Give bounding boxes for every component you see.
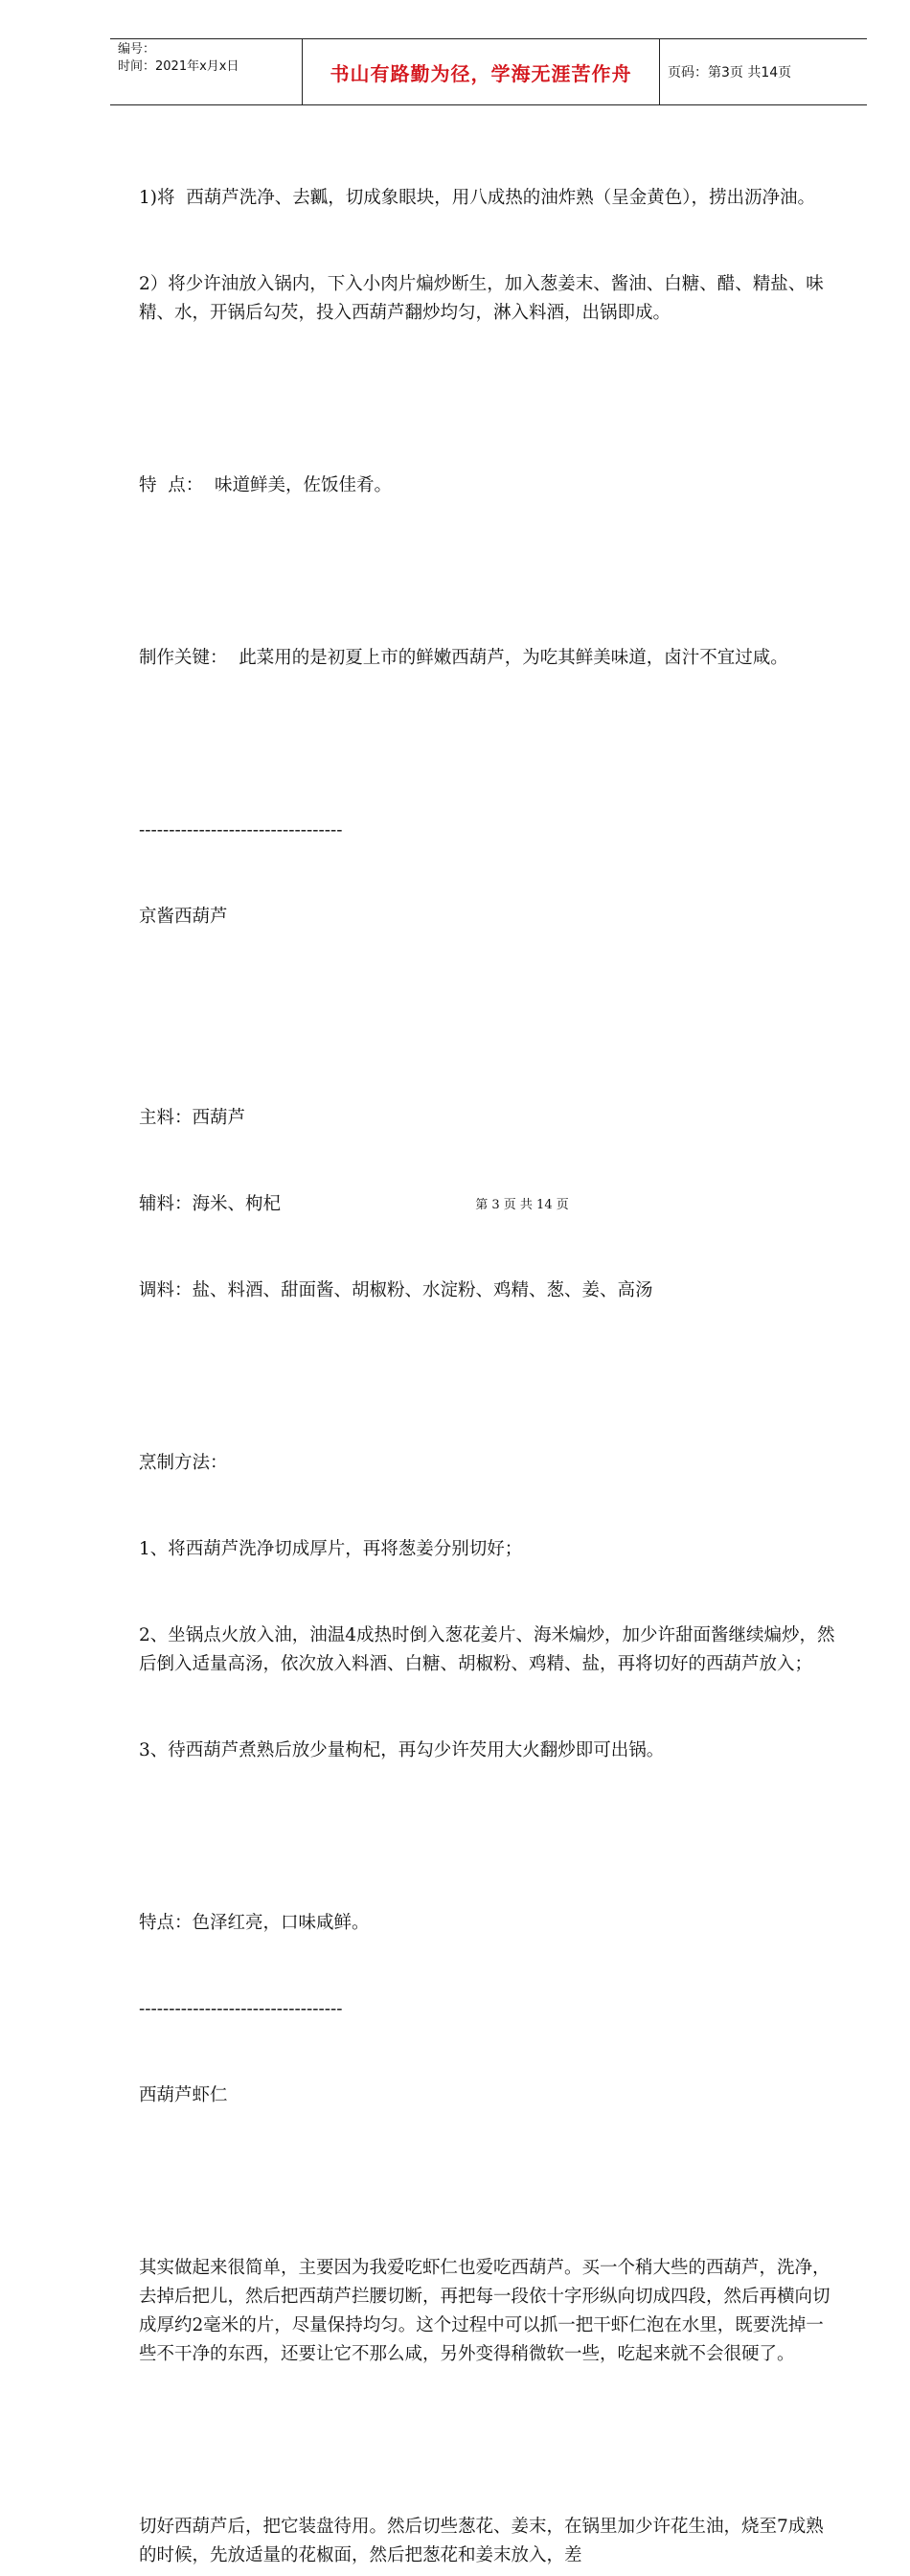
- header-number: 编号：: [118, 42, 156, 57]
- page-header: [110, 38, 867, 105]
- divider: ----------------------------------: [139, 1999, 343, 2019]
- header-page-info: 页码：第3页 共14页: [668, 65, 792, 80]
- paragraph: 1)将 西葫芦洗净、去瓤，切成象眼块，用八成热的油炸熟（呈金黄色），捞出沥净油。: [139, 188, 816, 208]
- step: 3、待西葫芦煮熟后放少量枸杞，再勾少许芡用大火翻炒即可出锅。: [139, 1740, 665, 1760]
- paragraph: 切好西葫芦后，把它装盘待用。然后切些葱花、姜末，在锅里加少许花生油，烧至7成熟的时候，先放适量的花椒面，然后把葱花和姜末放入，差: [139, 2517, 824, 2565]
- header-time: 时间：2021年x月x日: [118, 59, 239, 74]
- step: 1、将西葫芦洗净切成厚片，再将葱姜分别切好；: [139, 1539, 523, 1559]
- aux-ingredient: 辅料：海米、枸杞: [139, 1194, 282, 1214]
- seasoning: 调料：盐、料酒、甜面酱、胡椒粉、水淀粉、鸡精、葱、姜、高汤: [139, 1280, 653, 1300]
- paragraph: 制作关键： 此菜用的是初夏上市的鲜嫩西葫芦，为吃其鲜美味道，卤汁不宜过咸。: [139, 648, 788, 668]
- document-body: [139, 126, 838, 2576]
- divider: ----------------------------------: [139, 820, 343, 840]
- feature: 特点：色泽红亮，口味咸鲜。: [139, 1913, 370, 1933]
- header-motto: 书山有路勤为径，学海无涯苦作舟: [302, 39, 660, 104]
- method-title: 烹制方法：: [139, 1453, 228, 1473]
- header-meta: [110, 39, 302, 104]
- step: 2、坐锅点火放入油，油温4成热时倒入葱花姜片、海米煸炒，加少许甜面酱继续煸炒，然后倒入适量高汤，依次放入料酒、白糖、胡椒粉、鸡精、盐，再将切好的西葫芦放入；: [139, 1625, 835, 1674]
- paragraph: 其实做起来很简单，主要因为我爱吃虾仁也爱吃西葫芦。买一个稍大些的西葫芦，洗净，去掉后把儿，然后把西葫芦拦腰切断，再把每一段依十字形纵向切成四段，然后再横向切成厚约2毫米的片，尽量保持均匀。这个过程中可以抓一把干虾仁泡在水里，既要洗掉一些不干净的东西，还要让它不那么咸，另外变得稍微软一些，吃起来就不会很硬了。: [139, 2258, 830, 2364]
- page-footer: 第 3 页 共 14 页: [475, 1198, 569, 1212]
- section-title: 西葫芦虾仁: [139, 2085, 228, 2105]
- paragraph: 2）将少许油放入锅内，下入小肉片煸炒断生，加入葱姜末、酱油、白糖、醋、精盐、味精、水，开锅后勾芡，投入西葫芦翻炒均匀，淋入料酒，出锅即成。: [139, 274, 824, 323]
- main-ingredient: 主料：西葫芦: [139, 1108, 246, 1128]
- paragraph: 特 点： 味道鲜美，佐饭佳肴。: [139, 475, 393, 495]
- section-title: 京酱西葫芦: [139, 907, 228, 927]
